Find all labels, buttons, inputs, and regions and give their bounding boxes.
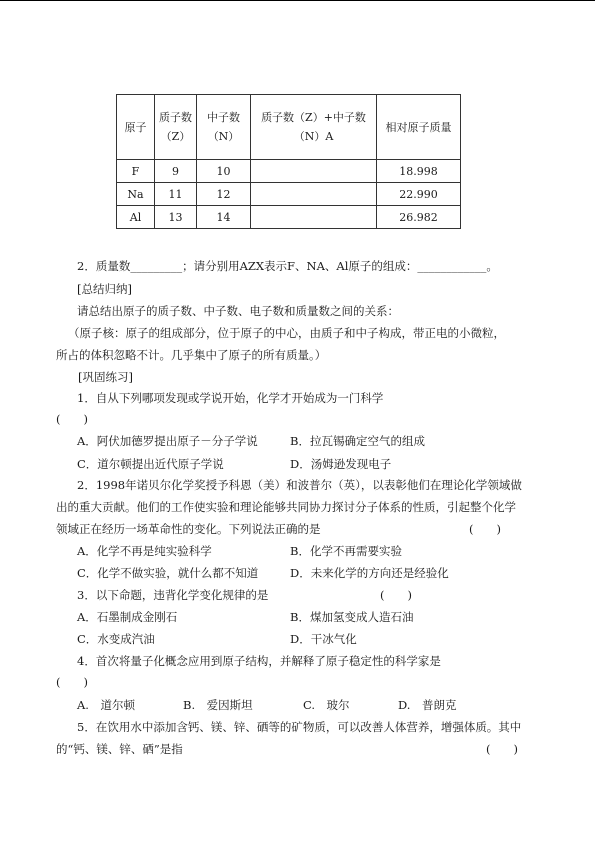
summary-note-line-1: （原子核：原子的组成部分，位于原子的中心，由质子和中子构成，带正电的小微粒， xyxy=(68,326,505,340)
header-relative-atomic-mass: 相对原子质量 xyxy=(377,95,461,160)
cell-atom: Na xyxy=(117,183,155,206)
cell-z: 13 xyxy=(155,206,197,229)
q4-option-a: A. 道尔顿 xyxy=(77,698,135,712)
q3-stem: 3．以下命题，违背化学变化规律的是 xyxy=(77,588,269,602)
q1-option-d: D．汤姆逊发现电子 xyxy=(290,457,392,471)
q1-stem: 1．自从下列哪项发现或学说开始，化学才开始成为一门科学 xyxy=(77,391,384,405)
summary-prompt: 请总结出原子的质子数、中子数、电子数和质量数之间的关系： xyxy=(77,304,399,318)
q5-answer-blank: ( ) xyxy=(486,742,518,756)
q2-stem-line-3: 领域正在经历一场革命性的变化。下列说法正确的是 xyxy=(56,522,321,536)
q3-option-a: A．石墨制成金刚石 xyxy=(77,610,178,624)
cell-n: 14 xyxy=(197,206,251,229)
q5-stem-line-2: 的“钙、镁、锌、硒”是指 xyxy=(56,742,183,756)
summary-heading: [总结归纳] xyxy=(77,282,132,296)
practice-heading: [巩固练习] xyxy=(78,370,133,384)
cell-n: 10 xyxy=(197,160,251,183)
q4-stem: 4．首次将量子化概念应用到原子结构，并解释了原子稳定性的科学家是 xyxy=(77,654,441,668)
page-top-rule xyxy=(0,0,595,1)
cell-z: 11 xyxy=(155,183,197,206)
q2-option-b: B．化学不再需要实验 xyxy=(290,544,402,558)
q4-answer-blank: ( ) xyxy=(56,675,88,689)
q3-option-d: D．干冰气化 xyxy=(290,632,357,646)
header-neutron-number: 中子数（N） xyxy=(197,95,251,160)
summary-note-line-2: 所占的体积忽略不计。几乎集中了原子的所有质量。） xyxy=(56,348,327,362)
q1-answer-blank: ( ) xyxy=(56,412,88,426)
cell-a xyxy=(251,183,377,206)
table-row xyxy=(117,183,461,206)
q1-option-b: B．拉瓦锡确定空气的组成 xyxy=(290,434,425,448)
q4-option-b: B. 爱因斯坦 xyxy=(183,698,253,712)
q3-option-b: B．煤加氢变成人造石油 xyxy=(290,610,414,624)
header-mass-number: 质子数（Z）+中子数（N）A xyxy=(251,95,377,160)
q2-stem-line-1: 2．1998年诺贝尔化学奖授予科恩（美）和波普尔（英），以表彰他们在理论化学领域做 xyxy=(77,478,522,492)
q2-option-a: A．化学不再是纯实验科学 xyxy=(77,544,212,558)
cell-a xyxy=(251,206,377,229)
atom-table xyxy=(116,94,461,229)
q5-stem-line-1: 5．在饮用水中添加含钙、镁、锌、硒等的矿物质，可以改善人体营养，增强体质。其中 xyxy=(77,720,522,734)
header-atom: 原子 xyxy=(117,95,155,160)
q3-answer-blank: ( ) xyxy=(380,588,412,602)
q2-option-c: C．化学不做实验，就什么都不知道 xyxy=(77,566,259,580)
q4-option-d: D. 普朗克 xyxy=(398,698,457,712)
q2-stem-line-2: 出的重大贡献。他们的工作使实验和理论能够共同协力探讨分子体系的性质，引起整个化学 xyxy=(56,500,516,514)
q4-option-c: C. 玻尔 xyxy=(303,698,350,712)
q1-option-a: A．阿伏加德罗提出原子－分子学说 xyxy=(77,434,258,448)
cell-mass: 26.982 xyxy=(377,206,461,229)
q2-option-d: D．未来化学的方向还是经验化 xyxy=(290,566,449,580)
cell-mass: 22.990 xyxy=(377,183,461,206)
header-proton-number: 质子数（Z） xyxy=(155,95,197,160)
cell-atom: F xyxy=(117,160,155,183)
cell-mass: 18.998 xyxy=(377,160,461,183)
q2-answer-blank: ( ) xyxy=(469,522,501,536)
cell-z: 9 xyxy=(155,160,197,183)
cell-atom: Al xyxy=(117,206,155,229)
q3-option-c: C．水变成汽油 xyxy=(77,632,155,646)
q1-option-c: C．道尔顿提出近代原子学说 xyxy=(77,457,224,471)
table-row xyxy=(117,160,461,183)
table-header-row xyxy=(117,95,461,160)
question-mass-number: 2．质量数_________；请分别用AZX表示F、NA、Al原子的组成：____________。 xyxy=(77,259,498,273)
table-row xyxy=(117,206,461,229)
cell-a xyxy=(251,160,377,183)
cell-n: 12 xyxy=(197,183,251,206)
